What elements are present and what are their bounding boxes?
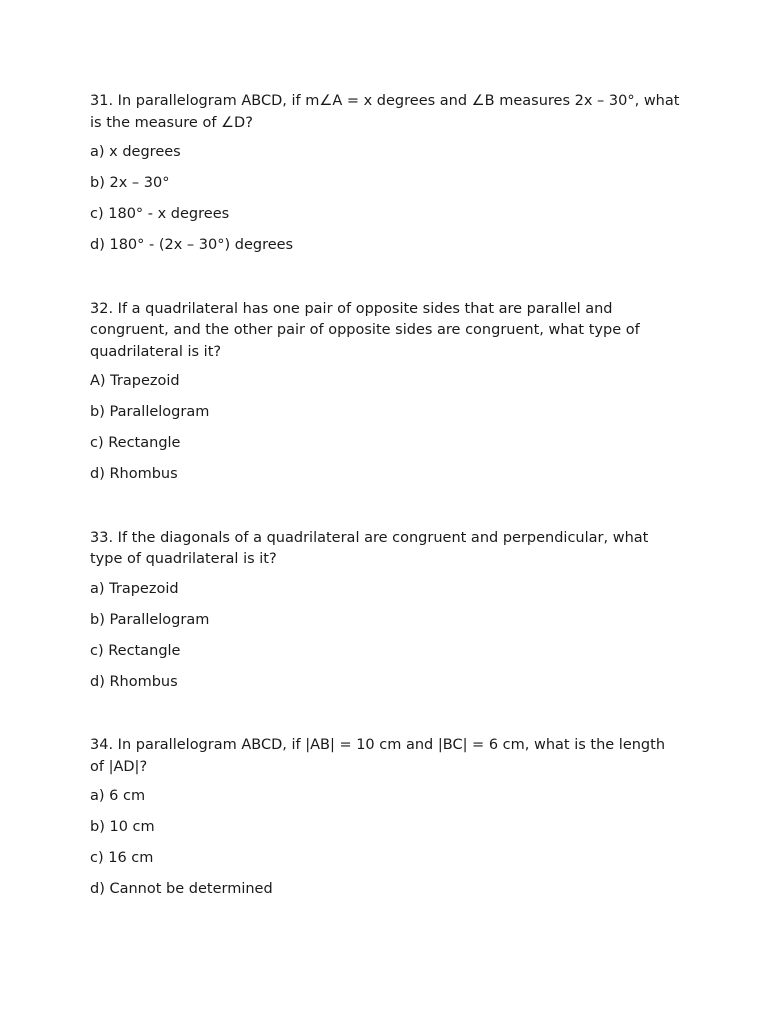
question-31: [90, 91, 678, 257]
option-a: a) x degrees: [90, 144, 181, 160]
question-33: [90, 528, 678, 694]
option-c: c) 16 cm: [90, 850, 154, 866]
question-text: 33. If the diagonals of a quadrilateral are congruent and perpendicular, what type of quadrilateral is it?: [90, 529, 649, 567]
option-c: c) Rectangle: [90, 642, 181, 659]
option-a: A) Trapezoid: [90, 373, 180, 389]
option-b: b) 2x – 30°: [90, 175, 170, 191]
option-b: b) Parallelogram: [90, 404, 210, 420]
option-c: c) 180° - x degrees: [90, 206, 230, 222]
option-c: c) Rectangle: [90, 435, 181, 451]
option-a: a) 6 cm: [90, 788, 146, 804]
option-b: b) 10 cm: [90, 819, 155, 835]
option-d: d) Rhombus: [90, 673, 178, 690]
option-d: d) Cannot be determined: [90, 881, 273, 897]
question-34: [90, 735, 678, 901]
option-d: d) 180° - (2x – 30°) degrees: [90, 237, 294, 253]
question-32: [90, 299, 678, 486]
question-text: 31. In parallelogram ABCD, if m∠A = x degrees and ∠B measures 2x – 30°, what is the measure of ∠D?: [90, 93, 680, 131]
question-text: 34. In parallelogram ABCD, if |AB| = 10 cm and |BC| = 6 cm, what is the length of |AD|?: [90, 737, 666, 775]
option-a: a) Trapezoid: [90, 580, 179, 597]
option-d: d) Rhombus: [90, 466, 178, 482]
question-text: 32. If a quadrilateral has one pair of opposite sides that are parallel and congruent, and the other pair of opposite sides are congruent, what type of quadrilateral is it?: [90, 300, 640, 360]
option-b: b) Parallelogram: [90, 611, 210, 628]
